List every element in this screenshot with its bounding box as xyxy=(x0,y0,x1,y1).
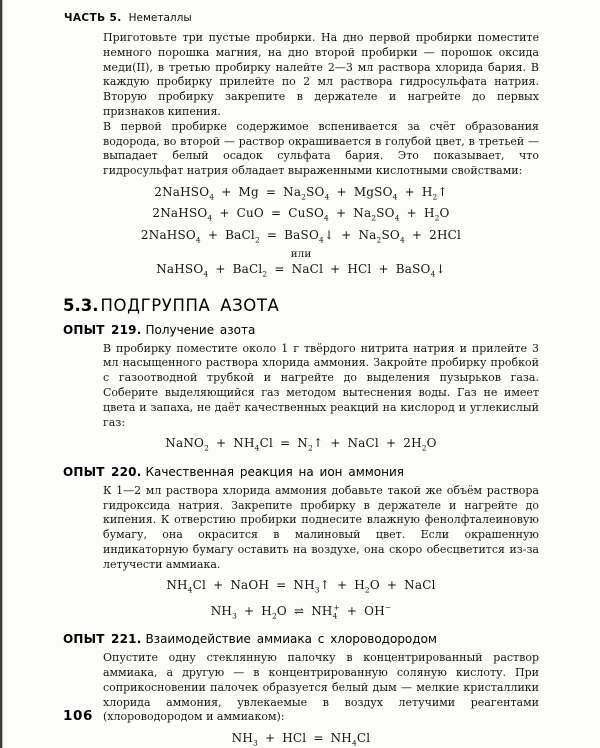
section-heading xyxy=(63,296,539,315)
experiment-221 xyxy=(63,632,539,748)
equation-block xyxy=(103,435,499,456)
experiment-219 xyxy=(63,323,539,457)
experiment-heading xyxy=(63,632,539,646)
page-content xyxy=(63,31,539,748)
intro-paragraph-2: В первой пробирке содержимое вспенивается за счёт образования водорода, во второй — раствор окрашивается в голубой цвет, в третьей — выпадает белый осадок сульфата бария. Это показывает, что гидросульфат натрия обладает выраженными кислотными свойствами: xyxy=(103,119,539,178)
experiment-label: ОПЫТ 219. xyxy=(63,322,142,337)
experiment-body: Опустите одну стеклянную палочку в концентрированный раствор аммиака, а другую — в концентрированную соляную кислоту. При соприкосновении палочек образуется белый дым — мелкие кристаллики хлорида аммония, увлекаемые в воздух летучими реагентами (хлороводородом и аммиаком): xyxy=(103,651,539,724)
chemical-equation: 2NaHSO$_4$ + CuO = CuSO$_4$ + $Na_2SO_4 + H_2O$ xyxy=(152,206,450,223)
equation-block-intro xyxy=(103,184,499,283)
experiment-body: В пробирку поместите около 1 г твёрдого нитрита натрия и прилейте 3 мл насыщенного раствора хлорида аммония. Закройте пробирку пробкой с газоотводной трубкой и нагрейте до выделения пузырьков газа. Соберите выделяющийся газ методом вытеснения воды. Газ не имеет цвета и запаха, не даёт качественных реакций на кислород и углекислый газ: xyxy=(103,341,539,429)
experiment-body: К 1—2 мл раствора хлорида аммония добавьте такой же объём раствора гидроксида натрия. Закрепите пробирку в держателе и нагрейте до кипения. К отверстию пробирки поднесите влажную фенолфталеиновую бумагу, она окрасится в малиновый цвет. Если окрашенную индикаторную бумагу оставить на воздухе, она скоро обесцветится из-за летучести аммиака. xyxy=(103,483,539,571)
equation-block xyxy=(103,577,499,624)
chemical-equation: $NH_3 + H_2O$ ⇌ $NH_4^+ + OH^-$ xyxy=(210,602,392,621)
page-number: 106 xyxy=(63,708,93,724)
experiment-heading xyxy=(63,465,539,479)
chemical-equation: $NH_4Cl$ + NaOH = $NH_3↑ + H_2O$ + NaCl xyxy=(166,578,436,595)
running-header xyxy=(64,12,192,24)
chemical-equation: $NH_3$ + HCl = $NH_4Cl$ xyxy=(231,731,371,748)
chemical-equation: 2NaHSO$_4$ + $Mg = Na_2SO_4$ + MgSO$_4$ + $H_2↑$ xyxy=(154,184,448,202)
equation-block xyxy=(103,730,499,748)
experiment-title: Качественная реакция на ион аммония xyxy=(145,464,404,479)
experiment-220 xyxy=(63,465,539,625)
experiment-label: ОПЫТ 221. xyxy=(63,632,142,647)
experiment-title: Взаимодействие аммиака с хлороводородом xyxy=(145,632,437,647)
page-binding-edge-soft xyxy=(2,0,3,748)
chemical-equation: 2NaHSO$_4$ + BaCl$_2$ = BaSO$_4$↓ + $Na_2SO_4 + 2HCl$ xyxy=(140,227,462,245)
experiment-heading xyxy=(63,323,539,337)
experiment-label: ОПЫТ 220. xyxy=(63,464,142,479)
intro-paragraph-1: Приготовьте три пустые пробирки. На дно первой пробирки поместите немного порошка магния, на дно второй пробирки — порошок оксида меди(II), в третью пробирку налейте 2—3 мл раствора хлорида бария. В каждую пробирку прилейте по 2 мл раствора гидросульфата натрия. Вторую пробирку закрепите в держателе и нагрейте до первых признаков кипения. xyxy=(103,31,539,118)
section-number: 5.3. xyxy=(63,295,99,315)
part-title: Неметаллы xyxy=(128,12,192,24)
or-label: или xyxy=(290,248,312,261)
chemical-equation: NaHSO$_4$ + BaCl$_2$ = NaCl + HCl + BaSO$_4$↓ xyxy=(156,262,446,279)
experiment-title: Получение азота xyxy=(145,322,256,337)
section-title: ПОДГРУППА АЗОТА xyxy=(100,295,280,315)
chemical-equation: NaNO$_2$ + $NH_4Cl$ = $N_2↑$ + NaCl + $2H_2O$ xyxy=(165,436,437,453)
part-label: ЧАСТЬ 5. xyxy=(64,12,122,24)
